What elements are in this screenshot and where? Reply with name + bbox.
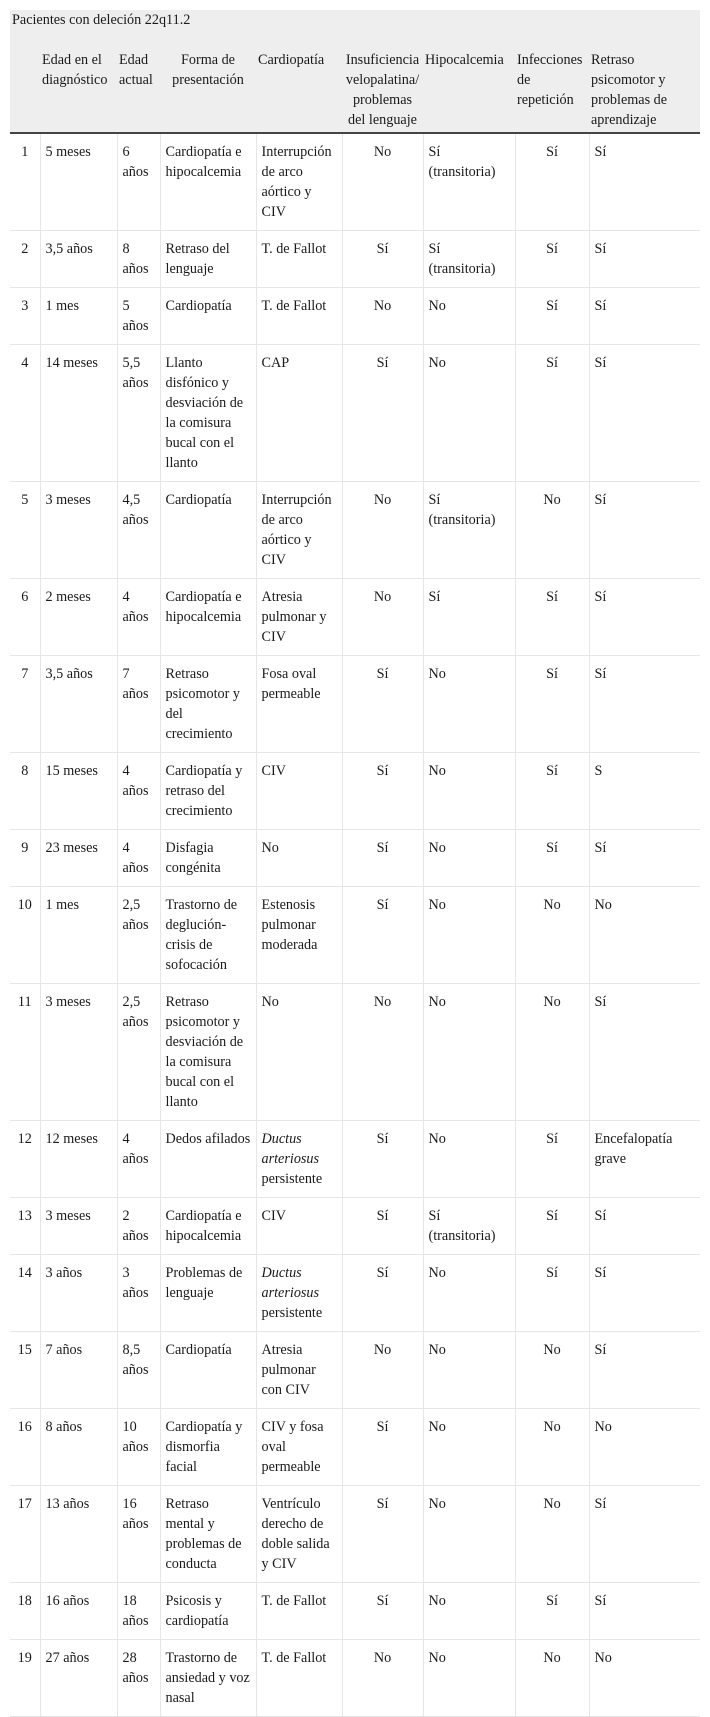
cell-current-age: 4 años [117,830,160,887]
cell-presentation: Cardiopatía y retraso del crecimiento [160,753,256,830]
cell-number: 16 [10,1409,40,1486]
cell-psychomotor: Sí [589,579,700,656]
cell-number: 2 [10,231,40,288]
table-row [10,1332,700,1409]
cell-presentation: Cardiopatía [160,1332,256,1409]
cell-presentation: Psicosis y cardiopatía [160,1583,256,1640]
table-row [10,1121,700,1198]
cell-velopalatine: Sí [342,753,423,830]
cell-psychomotor: Sí [589,133,700,231]
cell-current-age: 16 años [117,1486,160,1583]
cell-number: 1 [10,133,40,231]
cell-infections: Sí [515,830,589,887]
cell-age-diagnosis: 3 meses [40,1198,117,1255]
cell-velopalatine: Sí [342,231,423,288]
cell-infections: Sí [515,579,589,656]
patient-table [10,10,700,1717]
cell-hypocalcemia: No [423,753,515,830]
cell-presentation: Cardiopatía e hipocalcemia [160,1198,256,1255]
header-row [10,50,700,133]
header-infections: Infecciones de repetición [515,50,589,133]
cell-hypocalcemia: No [423,345,515,482]
latin-term: Ductus arteriosus [261,1265,320,1301]
cell-psychomotor: Sí [589,231,700,288]
cell-infections: Sí [515,1255,589,1332]
cell-infections: No [515,984,589,1121]
cell-age-diagnosis: 1 mes [40,288,117,345]
cell-cardiopathy: Interrupción de arco aórtico y CIV [256,133,342,231]
header-hypocalcemia: Hipocalcemia [423,50,515,133]
cell-velopalatine: No [342,1640,423,1717]
cell-current-age: 8,5 años [117,1332,160,1409]
cell-current-age: 8 años [117,231,160,288]
cell-cardiopathy: CIV [256,1198,342,1255]
table-row [10,345,700,482]
cell-cardiopathy: Fosa oval permeable [256,656,342,753]
cell-infections: No [515,887,589,984]
cell-age-diagnosis: 12 meses [40,1121,117,1198]
cell-age-diagnosis: 16 años [40,1583,117,1640]
cell-number: 3 [10,288,40,345]
cell-age-diagnosis: 14 meses [40,345,117,482]
cell-current-age: 3 años [117,1255,160,1332]
cell-hypocalcemia: No [423,887,515,984]
cell-current-age: 5,5 años [117,345,160,482]
table-row [10,753,700,830]
table-row [10,1486,700,1583]
cell-cardiopathy: T. de Fallot [256,288,342,345]
cell-hypocalcemia: No [423,1640,515,1717]
cell-hypocalcemia: Sí (transitoria) [423,1198,515,1255]
cell-cardiopathy: Atresia pulmonar y CIV [256,579,342,656]
cell-age-diagnosis: 3,5 años [40,656,117,753]
cell-current-age: 2,5 años [117,887,160,984]
cell-hypocalcemia: No [423,1486,515,1583]
cell-cardiopathy: Ventrículo derecho de doble salida y CIV [256,1486,342,1583]
cell-number: 13 [10,1198,40,1255]
cell-cardiopathy: CIV y fosa oval permeable [256,1409,342,1486]
cell-current-age: 18 años [117,1583,160,1640]
cell-hypocalcemia: No [423,656,515,753]
cell-number: 6 [10,579,40,656]
cell-velopalatine: Sí [342,1255,423,1332]
cell-number: 9 [10,830,40,887]
cell-hypocalcemia: No [423,1121,515,1198]
patient-table-container [10,10,700,1717]
table-row [10,231,700,288]
cell-psychomotor: Sí [589,984,700,1121]
cell-current-age: 4 años [117,579,160,656]
cell-hypocalcemia: No [423,1583,515,1640]
cell-psychomotor: No [589,1409,700,1486]
cell-age-diagnosis: 3,5 años [40,231,117,288]
cell-psychomotor: Sí [589,345,700,482]
cell-cardiopathy: T. de Fallot [256,231,342,288]
cell-velopalatine: No [342,482,423,579]
cell-presentation: Cardiopatía e hipocalcemia [160,579,256,656]
table-row [10,887,700,984]
header-velopalatine: Insuficiencia velopalatina/ problemas del lenguaje [342,50,423,133]
table-row [10,1198,700,1255]
cell-infections: No [515,1409,589,1486]
cell-presentation: Cardiopatía y dismorfia facial [160,1409,256,1486]
cell-age-diagnosis: 27 años [40,1640,117,1717]
cell-presentation: Trastorno de ansiedad y voz nasal [160,1640,256,1717]
cell-infections: No [515,1486,589,1583]
cell-presentation: Disfagia congénita [160,830,256,887]
cell-psychomotor: Sí [589,1332,700,1409]
table-row [10,1409,700,1486]
cell-infections: Sí [515,231,589,288]
cell-infections: Sí [515,345,589,482]
cell-infections: Sí [515,656,589,753]
cell-cardiopathy: No [256,830,342,887]
cell-psychomotor: Sí [589,288,700,345]
cell-age-diagnosis: 15 meses [40,753,117,830]
cell-current-age: 2,5 años [117,984,160,1121]
cell-velopalatine: No [342,133,423,231]
cell-hypocalcemia: Sí (transitoria) [423,133,515,231]
cell-age-diagnosis: 2 meses [40,579,117,656]
cell-hypocalcemia: No [423,1409,515,1486]
cell-cardiopathy: No [256,984,342,1121]
cell-psychomotor: No [589,1640,700,1717]
cell-age-diagnosis: 3 años [40,1255,117,1332]
cell-age-diagnosis: 5 meses [40,133,117,231]
cell-psychomotor: Encefalopatía grave [589,1121,700,1198]
cell-cardiopathy: Atresia pulmonar con CIV [256,1332,342,1409]
table-row [10,1255,700,1332]
cell-presentation: Retraso mental y problemas de conducta [160,1486,256,1583]
cell-hypocalcemia: No [423,830,515,887]
cell-velopalatine: Sí [342,345,423,482]
cell-presentation: Llanto disfónico y desviación de la comisura bucal con el llanto [160,345,256,482]
cell-velopalatine: No [342,288,423,345]
cell-number: 4 [10,345,40,482]
cell-psychomotor: Sí [589,1583,700,1640]
cell-presentation: Dedos afilados [160,1121,256,1198]
cell-velopalatine: Sí [342,1583,423,1640]
cell-infections: Sí [515,753,589,830]
cell-velopalatine: Sí [342,1121,423,1198]
cell-velopalatine: Sí [342,1486,423,1583]
latin-term: Ductus arteriosus [261,1131,320,1167]
cell-infections: Sí [515,1583,589,1640]
cell-velopalatine: Sí [342,887,423,984]
cell-current-age: 7 años [117,656,160,753]
cell-psychomotor: Sí [589,830,700,887]
cell-hypocalcemia: No [423,1332,515,1409]
cell-age-diagnosis: 3 meses [40,482,117,579]
table-row [10,656,700,753]
cell-infections: Sí [515,288,589,345]
cell-age-diagnosis: 7 años [40,1332,117,1409]
table-row [10,579,700,656]
cell-number: 19 [10,1640,40,1717]
cell-presentation: Retraso del lenguaje [160,231,256,288]
cell-number: 7 [10,656,40,753]
cell-velopalatine: Sí [342,830,423,887]
table-row [10,830,700,887]
cell-psychomotor: No [589,887,700,984]
header-psychomotor: Retraso psicomotor y problemas de aprendizaje [589,50,700,133]
cell-psychomotor: S [589,753,700,830]
cell-presentation: Retraso psicomotor y desviación de la comisura bucal con el llanto [160,984,256,1121]
cell-number: 12 [10,1121,40,1198]
cell-number: 14 [10,1255,40,1332]
cell-infections: No [515,1332,589,1409]
cell-velopalatine: No [342,984,423,1121]
table-caption: Pacientes con deleción 22q11.2 [12,12,191,28]
cell-infections: Sí [515,1198,589,1255]
cell-velopalatine: Sí [342,656,423,753]
cell-cardiopathy: Ductus arteriosus persistente [256,1255,342,1332]
cell-current-age: 10 años [117,1409,160,1486]
cell-hypocalcemia: No [423,288,515,345]
cell-velopalatine: No [342,1332,423,1409]
table-row [10,984,700,1121]
cell-hypocalcemia: Sí (transitoria) [423,482,515,579]
cell-psychomotor: Sí [589,656,700,753]
cell-velopalatine: Sí [342,1409,423,1486]
cell-cardiopathy: CAP [256,345,342,482]
header-number [10,50,40,133]
header-presentation: Forma de presentación [160,50,256,133]
cell-age-diagnosis: 23 meses [40,830,117,887]
cell-current-age: 2 años [117,1198,160,1255]
cell-psychomotor: Sí [589,1198,700,1255]
cell-number: 10 [10,887,40,984]
cell-current-age: 6 años [117,133,160,231]
cell-velopalatine: Sí [342,1198,423,1255]
cell-number: 17 [10,1486,40,1583]
table-row [10,133,700,231]
cell-number: 5 [10,482,40,579]
cell-current-age: 4,5 años [117,482,160,579]
header-current-age: Edad actual [117,50,160,133]
cell-infections: No [515,482,589,579]
cell-current-age: 4 años [117,1121,160,1198]
header-age-diagnosis: Edad en el diagnóstico [40,50,117,133]
cell-cardiopathy: Estenosis pulmonar moderada [256,887,342,984]
cell-age-diagnosis: 1 mes [40,887,117,984]
cell-infections: No [515,1640,589,1717]
table-row [10,288,700,345]
cell-current-age: 28 años [117,1640,160,1717]
cell-cardiopathy: CIV [256,753,342,830]
cell-cardiopathy: T. de Fallot [256,1583,342,1640]
table-row [10,1640,700,1717]
cell-infections: Sí [515,133,589,231]
cell-presentation: Problemas de lenguaje [160,1255,256,1332]
table-body [10,133,700,1717]
cell-presentation: Cardiopatía [160,482,256,579]
cell-number: 15 [10,1332,40,1409]
header-cardiopathy: Cardiopatía [256,50,342,133]
cell-number: 18 [10,1583,40,1640]
cell-hypocalcemia: Sí (transitoria) [423,231,515,288]
cell-current-age: 4 años [117,753,160,830]
cell-psychomotor: Sí [589,1486,700,1583]
cell-age-diagnosis: 13 años [40,1486,117,1583]
cell-age-diagnosis: 3 meses [40,984,117,1121]
cell-cardiopathy: T. de Fallot [256,1640,342,1717]
cell-psychomotor: Sí [589,482,700,579]
cell-cardiopathy: Interrupción de arco aórtico y CIV [256,482,342,579]
cell-number: 11 [10,984,40,1121]
cell-presentation: Cardiopatía [160,288,256,345]
cell-velopalatine: No [342,579,423,656]
table-row [10,482,700,579]
cell-infections: Sí [515,1121,589,1198]
cell-current-age: 5 años [117,288,160,345]
cell-hypocalcemia: No [423,984,515,1121]
cell-cardiopathy: Ductus arteriosus persistente [256,1121,342,1198]
table-row [10,1583,700,1640]
cell-presentation: Retraso psicomotor y del crecimiento [160,656,256,753]
cell-presentation: Trastorno de deglución-crisis de sofocación [160,887,256,984]
cell-hypocalcemia: No [423,1255,515,1332]
cell-number: 8 [10,753,40,830]
cell-hypocalcemia: Sí [423,579,515,656]
cell-presentation: Cardiopatía e hipocalcemia [160,133,256,231]
cell-age-diagnosis: 8 años [40,1409,117,1486]
cell-psychomotor: Sí [589,1255,700,1332]
